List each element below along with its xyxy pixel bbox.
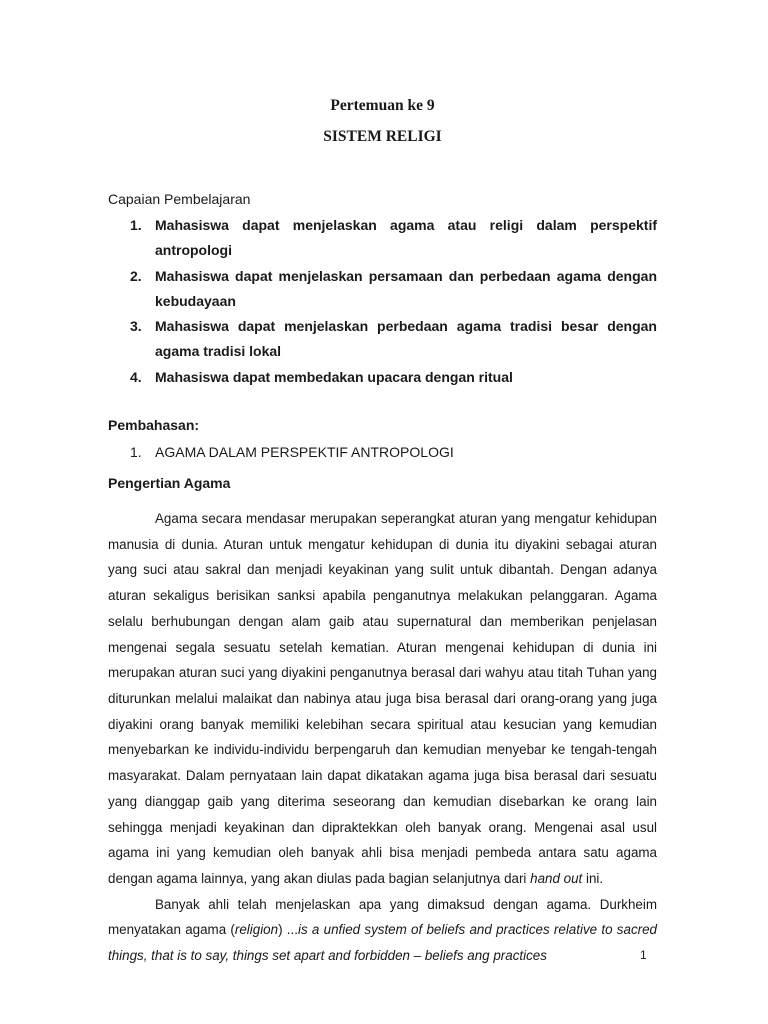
capaian-label: Capaian Pembelajaran	[108, 191, 251, 207]
list-item	[108, 314, 657, 365]
list-item	[108, 264, 657, 315]
durkheim-quote: is a unfied system of beliefs and practices relative to sacred things, that is to say, things set apart and forbidden – beliefs ang practices	[108, 922, 657, 964]
list-item-text: Mahasiswa dapat menjelaskan persamaan dan perbedaan agama dengan kebudayaan	[155, 267, 657, 309]
paragraph-text: ) ...	[278, 922, 298, 938]
body-paragraph	[108, 506, 657, 892]
pembahasan-item	[108, 442, 657, 462]
list-number: 1.	[130, 217, 142, 233]
list-number: 2.	[130, 267, 142, 284]
list-number: 4.	[130, 368, 142, 385]
document-page	[108, 92, 657, 969]
paragraph-text: Banyak ahli telah menjelaskan apa yang dimaksud dengan agama. Durkheim menyatakan agama (	[108, 896, 657, 938]
italic-term: religion	[234, 922, 279, 938]
body-paragraph	[108, 892, 657, 969]
list-item-text: Mahasiswa dapat menjelaskan agama atau religi dalam perspektif antropologi	[155, 217, 657, 259]
pengertian-label: Pengertian Agama	[108, 475, 231, 492]
list-item	[108, 365, 657, 390]
paragraph-text-end: ini.	[582, 870, 604, 886]
learning-outcomes-list	[108, 213, 657, 390]
paragraph-text: Agama secara mendasar merupakan seperangkat aturan yang mengatur kehidupan manusia di dunia. Aturan untuk mengatur kehidupan di dunia itu diyakini sebagai aturan yang suci atau sakral dan menjadi keyakinan yang sulit untuk dibantah. Dengan adanya aturan sekaligus berisikan sanksi apabila penganutnya melakukan pelanggaran. Agama selalu berhubungan dengan alam gaib atau supernatural dan memberikan penjelasan mengenai segala sesuatu setelah kematian. Aturan mengenai kehidupan di dunia ini merupakan aturan suci yang diyakini penganutnya berasal dari wahyu atau titah Tuhan yang diturunkan melalui malaikat dan nabinya atau juga bisa berasal dari orang-orang yang juga diyakini orang banyak memiliki kelebihan secara spiritual atau kesucian yang kemudian menyebarkan ke individu-individu berpengaruh dan kemudian menyebar ke tengah-tengah masyarakat. Dalam pernyataan lain dapat dikatakan agama juga bisa berasal dari sesuatu yang dianggap gaib yang diterima seseorang dan kemudian disebarkan ke orang lain sehingga menjadi keyakinan dan dipraktekkan oleh banyak orang. Mengenai asal usul agama ini yang kemudian oleh banyak ahli bisa menjadi pembeda antara satu agama dengan agama lainnya, yang akan diulas pada bagian selanjutnya dari	[108, 511, 657, 886]
page-title: SISTEM RELIGI	[323, 128, 442, 145]
list-number: 3.	[130, 318, 142, 335]
page-number: 1	[640, 948, 647, 962]
list-number: 1.	[130, 444, 142, 461]
section-heading: AGAMA DALAM PERSPEKTIF ANTROPOLOGI	[155, 444, 454, 461]
pembahasan-label: Pembahasan:	[108, 417, 200, 434]
list-item-text: Mahasiswa dapat menjelaskan perbedaan agama tradisi besar dengan agama tradisi lokal	[155, 318, 657, 360]
list-item	[108, 213, 657, 264]
list-item-text: Mahasiswa dapat membedakan upacara dengan ritual	[155, 368, 513, 385]
meeting-heading: Pertemuan ke 9	[330, 97, 435, 114]
italic-term: hand out	[530, 870, 583, 886]
